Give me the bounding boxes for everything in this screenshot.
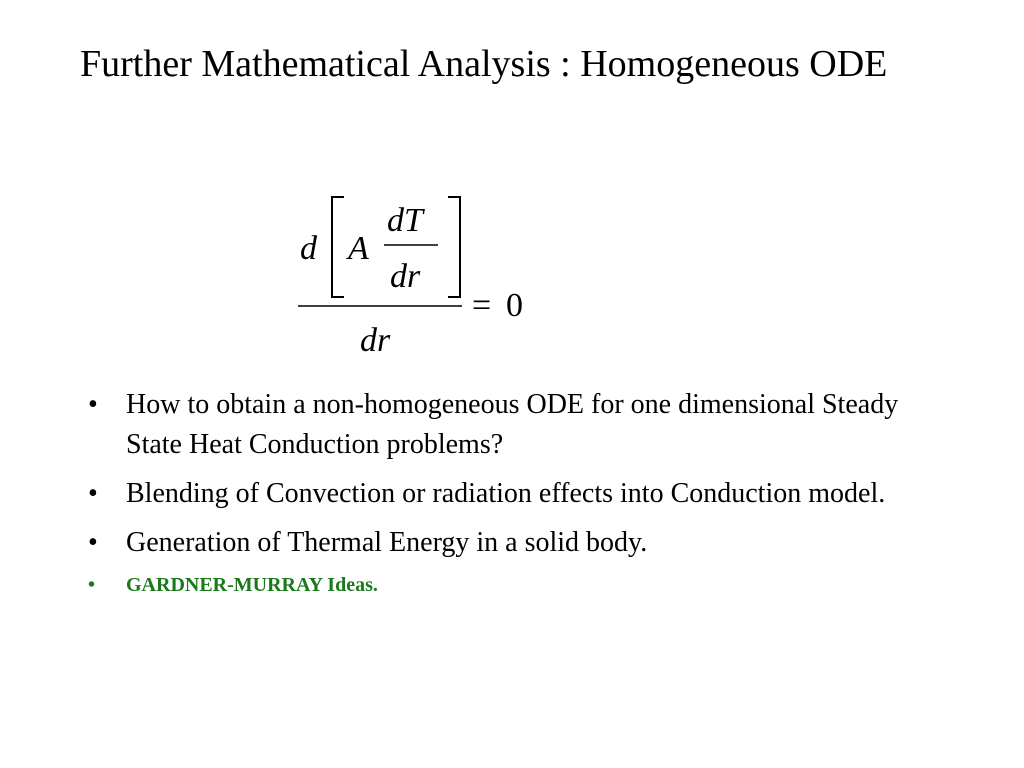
bullet-marker: •	[88, 574, 96, 596]
ode-equation	[280, 185, 580, 365]
bullet-text: How to obtain a non-homogeneous ODE for one dimensional Steady State Heat Conduction problems?	[126, 389, 899, 460]
equation-inner-denominator: dr	[390, 258, 421, 295]
bullet-marker: •	[88, 478, 98, 509]
bullet-marker: •	[88, 389, 98, 420]
equation-equals: =	[472, 287, 492, 324]
equation-inner-numerator: dT	[387, 202, 423, 239]
slide-title: Further Mathematical Analysis : Homogeneous ODE	[80, 43, 888, 85]
right-bracket	[448, 197, 460, 297]
bullet-text: Blending of Convection or radiation effects into Conduction model.	[126, 478, 886, 509]
bullet-list	[88, 385, 928, 609]
bullet-item	[88, 385, 928, 465]
equation-outer-denominator: dr	[360, 322, 391, 359]
bullet-item	[88, 523, 928, 563]
bullet-text: Generation of Thermal Energy in a solid body.	[126, 527, 648, 558]
equation-rhs: 0	[506, 287, 523, 324]
bullet-item	[88, 474, 928, 514]
bullet-marker: •	[88, 527, 98, 558]
bullet-text: GARDNER-MURRAY Ideas.	[126, 574, 378, 596]
equation-coefficient: A	[348, 230, 369, 267]
equation-outer-d: d	[300, 230, 317, 267]
left-bracket	[332, 197, 344, 297]
bullet-item-highlight	[88, 570, 928, 600]
